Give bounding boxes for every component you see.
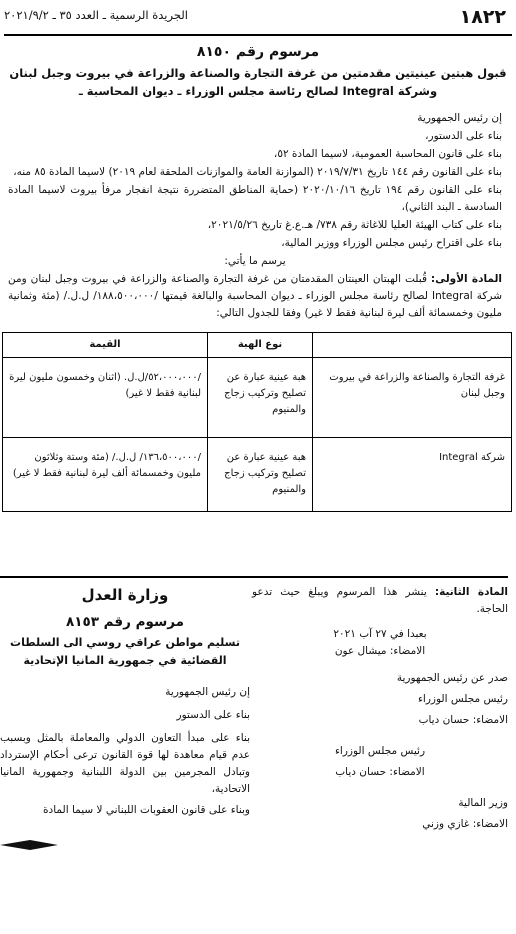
decree-2-preamble-line: وبناء على قانون العقوبات اللبناني لا سيما المادة — [43, 804, 250, 816]
page-number: ١٨٢٢ — [459, 6, 506, 28]
right-column — [252, 578, 508, 833]
table-row — [3, 358, 512, 438]
donations-table — [2, 332, 512, 512]
table-header-type: نوع الهبة — [208, 333, 313, 358]
decree-2-preamble-line: بناء على الدستور — [176, 709, 250, 721]
table-header-donor — [313, 333, 512, 358]
table-cell-donor: شركة Integral — [313, 438, 512, 512]
table-cell-value: /٥٢،٠٠٠،٠٠٠/ل.ل. (اثنان وخمسون مليون ليرة لبنانية فقط لا غير) — [3, 358, 208, 438]
preamble-line: بناء على اقتراح رئيس مجلس الوزراء ووزير المالية، — [281, 237, 502, 249]
header-divider — [4, 34, 512, 36]
preamble-line: بناء على قانون المحاسبة العمومية، لاسيما المادة ٥٢، — [273, 148, 502, 160]
decree-subtitle-1: قبول هبتين عينيتين مقدمتين من غرفة التجارة والصناعة والزراعة في بيروت وجبل لبنان — [9, 66, 507, 80]
pm-title: رئيس مجلس الوزراء — [417, 693, 508, 705]
issued-place-date: بعبدا في ٢٧ آب ٢٠٢١ — [333, 628, 427, 640]
article-2-label: المادة الثانية: — [434, 586, 508, 598]
decree-2-subtitle-2: القضائية في جمهورية المانيا الإتحادية — [23, 654, 227, 667]
table-row — [3, 438, 512, 512]
page-header — [4, 4, 512, 30]
table-header-row — [3, 333, 512, 358]
preamble-line: بناء على القانون رقم ١٩٤ تاريخ ٢٠٢٠/١٠/١٦ (حماية المناطق المتضررة نتيجة انفجار مرفأ بيروت لاسيما المادة السادسة ـ البند الثاني)، — [8, 184, 502, 213]
article-1 — [8, 271, 502, 322]
issued-by: صدر عن رئيس الجمهورية — [396, 672, 508, 684]
decree-title: مرسوم رقم ٨١٥٠ — [196, 44, 320, 60]
section-end-arrow-icon — [0, 840, 58, 850]
article-2 — [252, 584, 508, 618]
table-cell-type: هبة عينية عبارة عن تصليح وتركيب زجاج والمنيوم — [208, 358, 313, 438]
table-cell-type: هبة عينية عبارة عن تصليح وتركيب زجاج والمنيوم — [208, 438, 313, 512]
pm-signature-2: الامضاء: حسان دياب — [335, 766, 425, 778]
article-1-label: المادة الأولى: — [430, 273, 503, 285]
decree-2-subtitle-1: تسليم مواطن عراقي روسي الى السلطات — [10, 636, 240, 649]
left-column — [0, 578, 250, 819]
article-2-text: ينشر هذا المرسوم ويبلغ حيث تدعو الحاجة. — [252, 586, 508, 615]
finance-title: وزير المالية — [458, 797, 508, 809]
preamble-line: بناء على القانون رقم ١٤٤ تاريخ ٢٠١٩/٧/٣١ (الموازنة العامة والموازنات الملحقة لعام ٢٠١٩) لاسيما المادة ٨٥ منه، — [13, 166, 502, 178]
pm-title-2: رئيس مجلس الوزراء — [334, 745, 426, 757]
ministry-name: وزارة العدل — [81, 586, 169, 604]
decree-2-title: مرسوم رقم ٨١٥٣ — [66, 614, 184, 630]
article-1-text: قُبلت الهبتان العينتان المقدمتان من غرفة التجارة والصناعة والزراعة في بيروت وجبل لبنان ومن شركة Integral لصالح رئاسة مجلس الوزراء ـ ديوان المحاسبة والبالغة قيمتها /١٨٨،٥٠٠،٠٠٠/ ل.ل./ (مئة وثمانية مليون وخمسمائة ألف ليرة لبنانية فقط لا غير) وفقا للجدول التالي: — [8, 273, 503, 319]
preamble-line: بناء على كتاب الهيئة العليا للاغاثة رقم ٧٣٨/ هـ.ع.غ تاريخ ٢٠٢١/٥/٢٦، — [207, 219, 502, 231]
gazette-page — [4, 4, 512, 512]
table-cell-donor: غرفة التجارة والصناعة والزراعة في بيروت وجبل لبنان — [313, 358, 512, 438]
table-cell-value: /١٣٦،٥٠٠،٠٠٠/ ل.ل./ (مئة وستة وثلاثون مليون وخمسمائة ألف ليرة لبنانية فقط لا غير) — [3, 438, 208, 512]
signature-president: الامضاء: ميشال عون — [334, 645, 426, 657]
decrees-line: يرسم ما يأتي: — [224, 255, 286, 267]
decree-2-preamble-line: بناء على مبدأ التعاون الدولي والمعاملة بالمثل وبسبب عدم قيام معاهدة لها قوة القانون ترعى أحكام الإسترداد وتبادل المجرمين بين الدولة اللبنانية وجمهورية المانيا الاتحادية، — [0, 732, 250, 795]
finance-signature: الامضاء: غازي وزني — [422, 818, 508, 830]
preamble-line: بناء على الدستور، — [425, 130, 502, 142]
decree-2-preamble-line: إن رئيس الجمهورية — [165, 686, 250, 698]
table-header-value: القيمة — [3, 333, 208, 358]
two-column-section — [0, 578, 508, 928]
decree-subtitle-2: وشركة Integral لصالح رئاسة مجلس الوزراء ـ ديوان المحاسبة ـ — [78, 84, 438, 98]
running-title: الجريدة الرسمية ـ العدد ٣٥ ـ ٢٠٢١/٩/٢ — [4, 8, 188, 22]
pm-signature: الامضاء: حسان دياب — [418, 714, 508, 726]
preamble-line: إن رئيس الجمهورية — [417, 112, 502, 124]
